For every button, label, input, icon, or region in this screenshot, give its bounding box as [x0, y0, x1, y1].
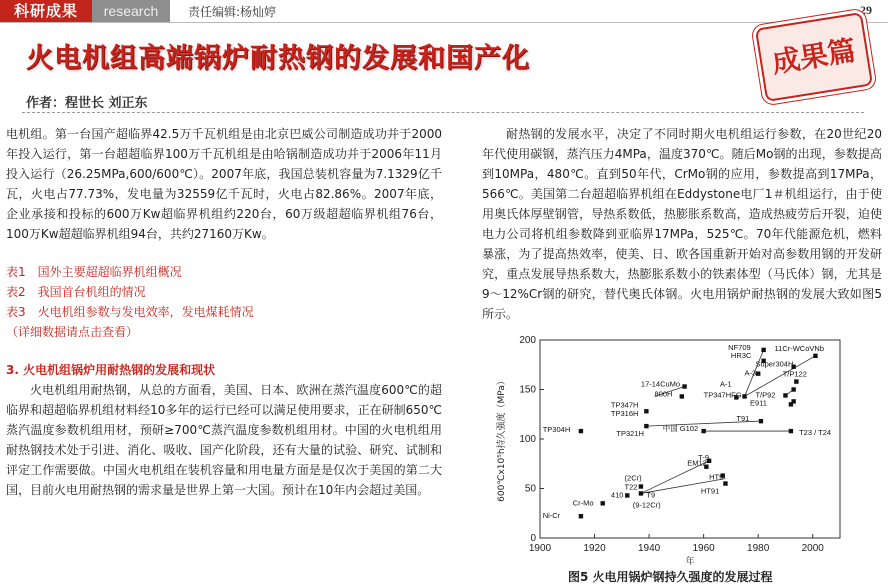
title-divider: [22, 112, 864, 113]
y-axis-label: 600℃x10⁵h持久强度（MPa）: [497, 376, 507, 502]
data-point: [701, 429, 705, 433]
x-tick-label: 1900: [528, 543, 552, 554]
data-point: [601, 501, 605, 505]
point-label: TP321H: [616, 429, 644, 439]
strength-chart: [490, 332, 870, 568]
data-point: [756, 371, 760, 375]
table-link-2[interactable]: 表2 我国首台机组的情况: [6, 285, 146, 299]
x-tick-label: 2000: [801, 543, 824, 554]
point-label: A-1: [720, 379, 732, 389]
point-label: TP347HFG: [703, 390, 742, 400]
point-label: Super304H: [755, 359, 794, 369]
figure-caption: 图5 火电用锅炉钢持久强度的发展过程: [568, 570, 773, 584]
y-tick-label: 50: [524, 483, 536, 495]
point-label: 410: [610, 490, 624, 500]
data-point: [759, 419, 763, 423]
y-tick-label: 100: [519, 434, 536, 445]
article-authors: 作者：程世长 刘正东: [26, 96, 148, 111]
data-point: [639, 491, 643, 495]
point-label: (9-12Cr): [632, 500, 661, 510]
data-point: [644, 424, 648, 428]
page-number: 29: [860, 3, 872, 17]
point-label: T91: [736, 414, 750, 424]
body-paragraph: 火电机组用耐热钢，从总的方面看，美国、日本、欧洲在蒸汽温度600℃的超临界和超超临界机组材料经10多年的运行已经可以满足使用要求，正在研制650℃蒸汽温度参数机组用材，预研≥700℃蒸汽温度参数机组用材。中国的火电机组用耐热钢技术处于引进、消化、吸收、国产化阶段，还有大量的试验、研究、试制和评定工作需要做。中国火电机组在装机容量和用电量方面是是仅次于美国的第二大国，目前火电用耐热钢的需求量是世界上第一大国。预计在10年内会超过美国。: [6, 383, 442, 497]
data-point: [579, 429, 583, 433]
data-point: [644, 409, 648, 413]
point-label: 11Cr-WCoVNb: [774, 343, 824, 353]
left-column: [6, 124, 442, 500]
point-label: T22: [624, 482, 638, 492]
data-point: [579, 514, 583, 518]
point-label: Ni-Cr: [542, 511, 561, 521]
table-link-1[interactable]: 表1 国外主要超超临界机组概况: [6, 265, 182, 279]
data-point: [789, 429, 793, 433]
data-point: [783, 393, 787, 397]
point-label: T-9: [698, 452, 710, 462]
editor-credit: 责任编辑:杨灿婷: [188, 5, 277, 19]
data-point: [794, 379, 798, 383]
data-point: [761, 348, 765, 352]
point-label: A-3: [744, 368, 757, 378]
right-column: [482, 124, 882, 324]
table-link-3[interactable]: 表3 火电机组参数与发电效率，发电煤耗情况: [6, 305, 254, 319]
x-tick-label: 1960: [692, 543, 715, 554]
header-divider: [0, 22, 888, 23]
x-tick-label: 1980: [747, 543, 770, 554]
x-tick-label: 1920: [583, 543, 606, 554]
y-tick-label: 150: [519, 384, 536, 396]
point-label: HT91: [700, 486, 720, 496]
point-label: T/P122: [782, 369, 807, 379]
x-tick-label: 1940: [637, 543, 661, 554]
brand-logo: 科研成果: [0, 0, 92, 22]
article-title: 火电机组高端锅炉耐热钢的发展和国产化: [26, 43, 530, 74]
data-point: [742, 394, 746, 398]
data-point: [791, 399, 795, 403]
point-label: T9: [646, 490, 656, 500]
point-label: HR3C: [730, 350, 752, 360]
point-label: T/P92: [755, 390, 776, 400]
point-label: TP304H: [542, 425, 571, 435]
point-label: Cr-Mo: [572, 498, 594, 508]
x-axis-label: 年: [685, 557, 695, 567]
point-label: E911: [750, 398, 767, 408]
point-label: NF709: [728, 342, 751, 352]
section-heading: 3. 火电机组锅炉用耐热钢的发展和现状: [6, 363, 216, 377]
data-point: [723, 481, 727, 485]
section-tag: research: [92, 0, 170, 22]
data-point: [680, 394, 684, 398]
data-point: [791, 387, 795, 391]
data-point: [682, 384, 686, 388]
data-point: [625, 493, 629, 497]
point-label: 800H: [654, 389, 673, 399]
table-details-link[interactable]: （详细数据请点击查看）: [6, 325, 139, 339]
point-label: HT9: [709, 472, 724, 482]
data-point: [639, 484, 643, 488]
data-point: [813, 354, 817, 358]
y-tick-label: 200: [519, 335, 536, 346]
point-label: TP316H: [610, 409, 639, 419]
point-label: EM12: [687, 458, 707, 468]
point-label: T23 / T24: [799, 428, 832, 438]
y-tick-label: 0: [530, 533, 536, 544]
point-label: 17-14CuMo: [640, 379, 681, 389]
achievement-badge: 成果篇: [755, 12, 873, 102]
point-label: TP347H: [610, 400, 639, 410]
point-label: 中国 G102: [662, 424, 699, 434]
body-paragraph: 耐热钢的发展水平，决定了不同时期火电机组运行参数，在20世纪20年代使用碳钢，蒸汽压力4MPa，温度370℃。随后Mo钢的出现，参数提高到10MPa，480℃。直到50年代，CrMo钢的应用，参数提高到17MPa，566℃。美国第二台超超临界机组在Eddystone电厂1＃机组运行，由于使用奥氏体厚壁钢管，导热系数低，热膨胀系数高，造成热疲劳后开裂，迫使电力公司将机组参数降到亚临界17MPa，525℃。70年代能源危机，燃料暴涨，为了提高热效率，使美、日、欧各国重新开始对高参数用钢的开发研究，重点发展导热系数大，热膨胀系数小的铁素体型（马氏体）钢，尤其是9～12%Cr钢的研究，替代奥氏体钢。火电用锅炉耐热钢的发展大致如图5所示。: [482, 127, 882, 321]
body-paragraph: 电机组。第一台国产超临界42.5万千瓦机组是由北京巴威公司制造成功并于2000年投入运行，第一台超超临界100万千瓦机组是由哈锅制造成功并于2006年11月投入运行（26.25MPa,600/600℃）。2007年底，我国总装机容量为7.1329亿千瓦，火电占77.73%，发电量为32559亿千瓦时，火电占82.86%。2007年底，企业承接和投标的600万Kw超临界机组约220台，60万级超超临界机组76台，100万Kw超超临界机组94台，共约27160万Kw。: [6, 127, 442, 241]
point-label: (2Cr): [624, 473, 642, 483]
